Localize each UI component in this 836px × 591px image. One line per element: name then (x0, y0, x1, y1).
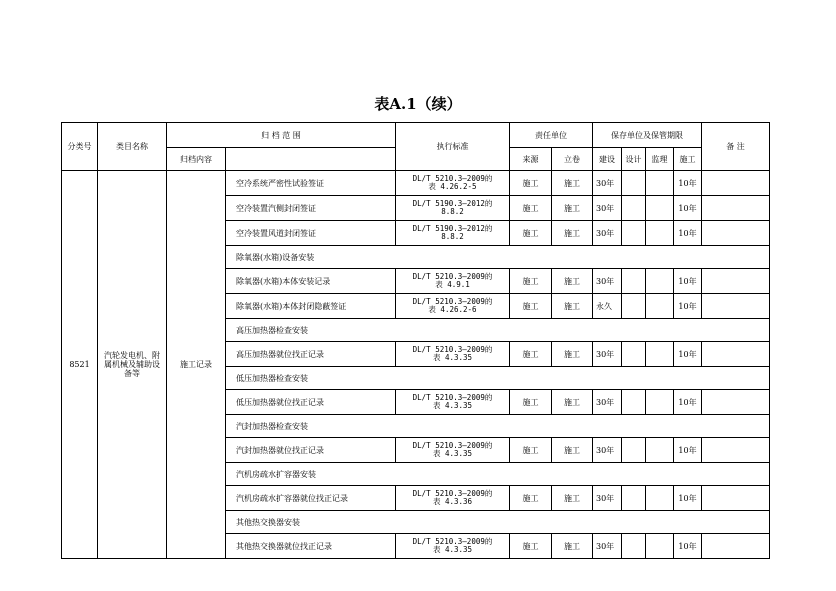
supervision-cell (646, 221, 674, 246)
builder-cell: 10年 (674, 486, 702, 511)
item-name: 汽封加热器就位找正记录 (226, 438, 396, 463)
supervision-cell (646, 342, 674, 367)
section-title: 除氧器(水箱)设备安装 (226, 246, 770, 269)
header-archive-content: 归档内容 (167, 148, 226, 171)
header-empty (226, 148, 396, 171)
supervision-cell (646, 390, 674, 415)
design-cell (622, 196, 646, 221)
standard-line-2: 8.8.2 (441, 207, 464, 216)
construction-cell: 30年 (593, 221, 622, 246)
supervision-cell (646, 438, 674, 463)
standard-line-1: DL/T 5210.3—2009的 (412, 441, 493, 450)
filing-cell: 施工 (552, 269, 593, 294)
standard-line-1: DL/T 5210.3—2009的 (412, 537, 493, 546)
section-title: 其他热交换器安装 (226, 511, 770, 534)
filing-cell: 施工 (552, 534, 593, 559)
item-name: 汽机房疏水扩容器就位找正记录 (226, 486, 396, 511)
section-title: 汽封加热器检查安装 (226, 415, 770, 438)
remarks-cell (702, 171, 770, 196)
source-cell: 施工 (510, 390, 552, 415)
standard-line-1: DL/T 5210.3—2009的 (412, 272, 493, 281)
filing-cell: 施工 (552, 171, 593, 196)
supervision-cell (646, 171, 674, 196)
construction-cell: 30年 (593, 171, 622, 196)
header-design: 设计 (622, 148, 646, 171)
construction-cell: 30年 (593, 534, 622, 559)
standard-cell (396, 438, 510, 463)
standard-cell (396, 196, 510, 221)
standard-line-1: DL/T 5210.3—2009的 (412, 345, 493, 354)
supervision-cell (646, 534, 674, 559)
design-cell (622, 221, 646, 246)
filing-cell: 施工 (552, 294, 593, 319)
standard-line-2: 表 4.3.36 (432, 497, 473, 506)
supervision-cell (646, 486, 674, 511)
item-name: 空冷系统严密性试验签证 (226, 171, 396, 196)
standard-cell (396, 269, 510, 294)
standard-cell (396, 221, 510, 246)
design-cell (622, 438, 646, 463)
remarks-cell (702, 438, 770, 463)
standard-cell (396, 342, 510, 367)
builder-cell: 10年 (674, 342, 702, 367)
builder-cell: 10年 (674, 196, 702, 221)
item-name: 其他热交换器就位找正记录 (226, 534, 396, 559)
remarks-cell (702, 342, 770, 367)
builder-cell: 10年 (674, 221, 702, 246)
header-code: 分类号 (62, 123, 98, 171)
section-title: 高压加热器检查安装 (226, 319, 770, 342)
construction-cell: 永久 (593, 294, 622, 319)
standard-line-1: DL/T 5210.3—2009的 (412, 489, 493, 498)
header-builder: 施工 (674, 148, 702, 171)
header-responsible-unit: 责任单位 (510, 123, 593, 148)
header-filing: 立卷 (552, 148, 593, 171)
standard-cell (396, 294, 510, 319)
item-name: 高压加热器就位找正记录 (226, 342, 396, 367)
filing-cell: 施工 (552, 486, 593, 511)
filing-cell: 施工 (552, 342, 593, 367)
standard-line-1: DL/T 5190.3—2012的 (412, 199, 493, 208)
page-title: 表A.1（续） (374, 95, 462, 113)
filing-cell: 施工 (552, 196, 593, 221)
remarks-cell (702, 534, 770, 559)
standard-line-1: DL/T 5210.3—2009的 (412, 393, 493, 402)
standard-line-2: 表 4.3.35 (432, 353, 473, 362)
builder-cell: 10年 (674, 390, 702, 415)
archive-table (61, 122, 770, 559)
source-cell: 施工 (510, 438, 552, 463)
standard-line-2: 8.8.2 (441, 232, 464, 241)
filing-cell: 施工 (552, 221, 593, 246)
supervision-cell (646, 294, 674, 319)
standard-line-2: 表 4.26.2-6 (428, 305, 477, 314)
standard-line-2: 表 4.3.35 (432, 545, 473, 554)
builder-cell: 10年 (674, 438, 702, 463)
standard-cell (396, 171, 510, 196)
table-body (62, 171, 770, 559)
design-cell (622, 171, 646, 196)
remarks-cell (702, 390, 770, 415)
header-remarks: 备 注 (702, 123, 770, 171)
design-cell (622, 534, 646, 559)
builder-cell: 10年 (674, 294, 702, 319)
source-cell: 施工 (510, 486, 552, 511)
builder-cell: 10年 (674, 171, 702, 196)
supervision-cell (646, 196, 674, 221)
section-title: 低压加热器检查安装 (226, 367, 770, 390)
remarks-cell (702, 269, 770, 294)
design-cell (622, 486, 646, 511)
header-category: 类目名称 (98, 123, 167, 171)
filing-cell: 施工 (552, 390, 593, 415)
header-source: 来源 (510, 148, 552, 171)
construction-cell: 30年 (593, 486, 622, 511)
group-code: 8521 (62, 171, 98, 559)
header-construction: 建设 (593, 148, 622, 171)
table-row (62, 171, 770, 196)
standard-line-1: DL/T 5210.3—2009的 (412, 297, 493, 306)
source-cell: 施工 (510, 269, 552, 294)
item-name: 除氧器(水箱)本体封闭隐蔽签证 (226, 294, 396, 319)
header-supervision: 监理 (646, 148, 674, 171)
construction-cell: 30年 (593, 269, 622, 294)
builder-cell: 10年 (674, 269, 702, 294)
supervision-cell (646, 269, 674, 294)
standard-line-1: DL/T 5210.3—2009的 (412, 174, 493, 183)
source-cell: 施工 (510, 221, 552, 246)
item-name: 除氧器(水箱)本体安装记录 (226, 269, 396, 294)
filing-cell: 施工 (552, 438, 593, 463)
header-archive-scope: 归 档 范 围 (167, 123, 396, 148)
construction-cell: 30年 (593, 438, 622, 463)
item-name: 空冷装置风道封闭签证 (226, 221, 396, 246)
group-category: 汽轮发电机、附属机械及辅助设备等 (98, 171, 167, 559)
source-cell: 施工 (510, 171, 552, 196)
header-standard: 执行标准 (396, 123, 510, 171)
source-cell: 施工 (510, 294, 552, 319)
source-cell: 施工 (510, 196, 552, 221)
header-retention: 保存单位及保管期限 (593, 123, 702, 148)
standard-cell (396, 390, 510, 415)
standard-line-2: 表 4.3.35 (432, 401, 473, 410)
standard-line-2: 表 4.26.2-5 (428, 182, 477, 191)
item-name: 低压加热器就位找正记录 (226, 390, 396, 415)
standard-line-1: DL/T 5190.3—2012的 (412, 224, 493, 233)
design-cell (622, 269, 646, 294)
standard-line-2: 表 4.3.35 (432, 449, 473, 458)
remarks-cell (702, 221, 770, 246)
section-title: 汽机房疏水扩容器安装 (226, 463, 770, 486)
remarks-cell (702, 294, 770, 319)
source-cell: 施工 (510, 342, 552, 367)
construction-cell: 30年 (593, 390, 622, 415)
remarks-cell (702, 486, 770, 511)
group-content: 施工记录 (167, 171, 226, 559)
standard-cell (396, 486, 510, 511)
construction-cell: 30年 (593, 342, 622, 367)
design-cell (622, 342, 646, 367)
builder-cell: 10年 (674, 534, 702, 559)
design-cell (622, 294, 646, 319)
design-cell (622, 390, 646, 415)
construction-cell: 30年 (593, 196, 622, 221)
item-name: 空冷装置汽侧封闭签证 (226, 196, 396, 221)
standard-cell (396, 534, 510, 559)
standard-line-2: 表 4.9.1 (435, 280, 470, 289)
source-cell: 施工 (510, 534, 552, 559)
remarks-cell (702, 196, 770, 221)
